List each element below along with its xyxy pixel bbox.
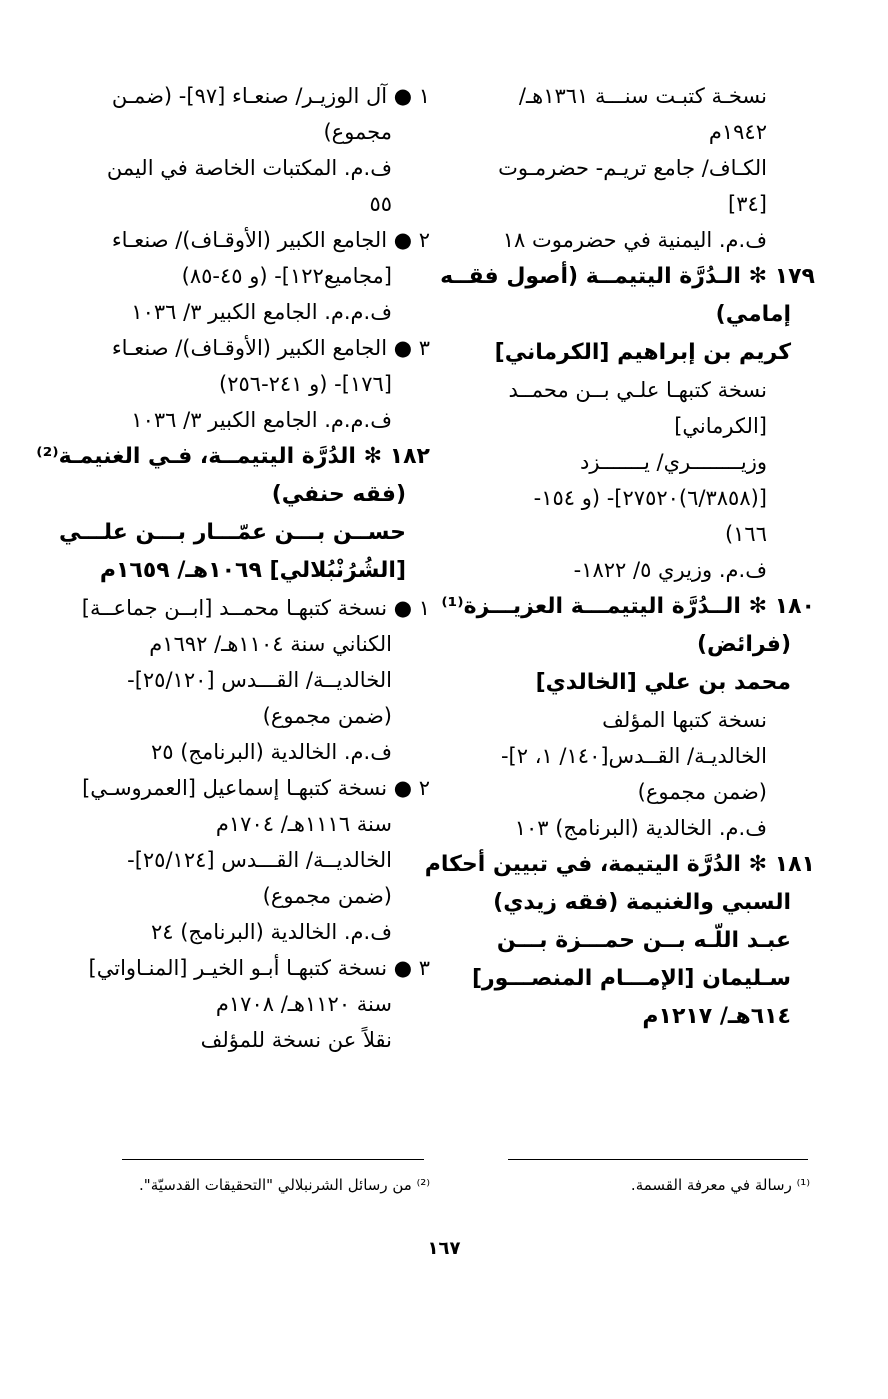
right-column-line: سـليمان [الإمـــام المنصـــور] [471,966,791,991]
right-column-line: [٣٤] [728,192,767,216]
left-column-line: الخالديــة/ القـــدس [٢٥/١٢٠]- [127,668,392,692]
right-column-line: نسخـة كتبـت سنـــة ١٣٦١هـ/ [518,84,767,108]
left-column-line: الخالديــة/ القـــدس [٢٥/١٢٤]- [127,848,392,872]
left-column-line: (فقه حنفي) [271,482,406,507]
right-column-line: ١٦٦) [724,522,767,546]
footnote-rule-right [508,1159,808,1160]
right-column-line: ٦١٤هـ/ ١٢١٧م [642,1004,791,1029]
left-column-line: ف.م. الخالدية (البرنامج) ٢٤ [150,920,392,944]
left-column-line: ف.م.م. الجامع الكبير ٣/ ١٠٣٦ [131,300,392,324]
right-column-line: ف.م. وزيري ٥/ ١٨٢٢- [573,558,767,582]
left-column-line: ٢ ● نسخة كتبهـا إسماعيل [العمروسـي] [82,776,430,800]
right-column-line: نسخة كتبهـا علـي بــن محمــد [508,378,767,402]
left-column-line: سنة ١١١٦هـ/ ١٧٠٤م [215,812,392,836]
page-number: ١٦٧ [427,1238,461,1259]
right-column-line: ١٨١ ✻ الدُرَّة اليتيمة، في تبيين أحكام [424,852,815,877]
right-column-line: [الكرماني] [674,414,767,438]
left-column-line: ف.م.م. الجامع الكبير ٣/ ١٠٣٦ [131,408,392,432]
footnote-rule-left [122,1159,424,1160]
left-column-line: (ضمن مجموع) [262,704,392,728]
right-column-line: (ضمن مجموع) [637,780,767,804]
left-column-line: ف.م. المكتبات الخاصة في اليمن [106,156,392,180]
right-column-line: كريم بن إبراهيم [الكرماني] [494,340,791,365]
footnote-right: ⁽¹⁾ رسالة في معرفة القسمة. [630,1176,810,1194]
left-column-line: الكناني سنة ١١٠٤هـ/ ١٦٩٢م [149,632,392,656]
left-column-line: ١٨٢ ✻ الدُرَّة اليتيمــة، فـي الغنيمـة⁽²⁾ [36,444,430,469]
left-column-line: ف.م. الخالدية (البرنامج) ٢٥ [150,740,392,764]
right-column-line: ١٨٠ ✻ الــدُرَّة اليتيمـــة العزيـــزة⁽¹⁾ [441,594,815,619]
footnote-left: ⁽²⁾ من رسائل الشرنبلالي "التحقيقات القدسيّة". [139,1176,430,1194]
left-column-line: [الشُرُنْبُلالي] ١٠٦٩هـ/ ١٦٥٩م [99,558,406,583]
left-column-line: مجموع) [323,120,392,144]
right-column-line: (فرائض) [696,632,791,657]
right-column-line: ١٧٩ ✻ الـدُرَّة اليتيمــة (أصول فقــه [440,264,815,289]
left-column [36,78,430,1058]
right-column-line: ف.م. الخالدية (البرنامج) ١٠٣ [514,816,767,840]
left-column-line: (ضمن مجموع) [262,884,392,908]
right-column-line: الخالديـة/ القــدس[١٤٠/ ١، ٢]- [500,744,767,768]
right-column-line: وزيــــــــري/ يـــــــزد [580,450,767,474]
left-column-line: ٣ ● نسخة كتبهـا أبـو الخيـر [المنـاواتي] [88,956,430,980]
left-column-line: [١٧٦]- (و ٢٤١-٢٥٦) [219,372,392,396]
left-column-line: نقلاً عن نسخة للمؤلف [200,1028,392,1052]
left-column-line: ٥٥ [369,192,392,216]
left-column-line: ١ ● نسخة كتبهـا محمــد [ابــن جماعــة] [81,596,430,620]
right-column-line: إمامي) [715,302,791,327]
right-column-line: الكـاف/ جامع تريـم- حضرمـوت [498,156,767,180]
right-column-line: ١٩٤٢م [708,120,767,144]
left-column-line: ٣ ● الجامع الكبير (الأوقـاف)/ صنعـاء [111,336,430,360]
right-column-line: عبـد اللّـه بــن حمـــزة بـــن [496,928,791,953]
left-column-line: ٢ ● الجامع الكبير (الأوقـاف)/ صنعـاء [111,228,430,252]
right-column-line: ف.م. اليمنية في حضرموت ١٨ [502,228,767,252]
right-column-line: محمد بن علي [الخالدي] [535,670,791,695]
left-column-line: سنة ١١٢٠هـ/ ١٧٠٨م [215,992,392,1016]
left-column-line: [مجاميع١٢٢]- (و ٤٥-٨٥) [181,264,392,288]
right-column [424,78,815,1036]
left-column-line: حســن بـــن عمّـــار بـــن علـــي [58,520,406,545]
right-column-line: [(٦/٣٨٥٨)٢٧٥٢٠]- (و ١٥٤- [533,486,767,510]
right-column-line: السبي والغنيمة (فقه زيدي) [493,890,791,915]
right-column-line: نسخة كتبها المؤلف [602,708,767,732]
left-column-line: ١ ● آل الوزيـر/ صنعـاء [٩٧]- (ضمـن [111,84,430,108]
